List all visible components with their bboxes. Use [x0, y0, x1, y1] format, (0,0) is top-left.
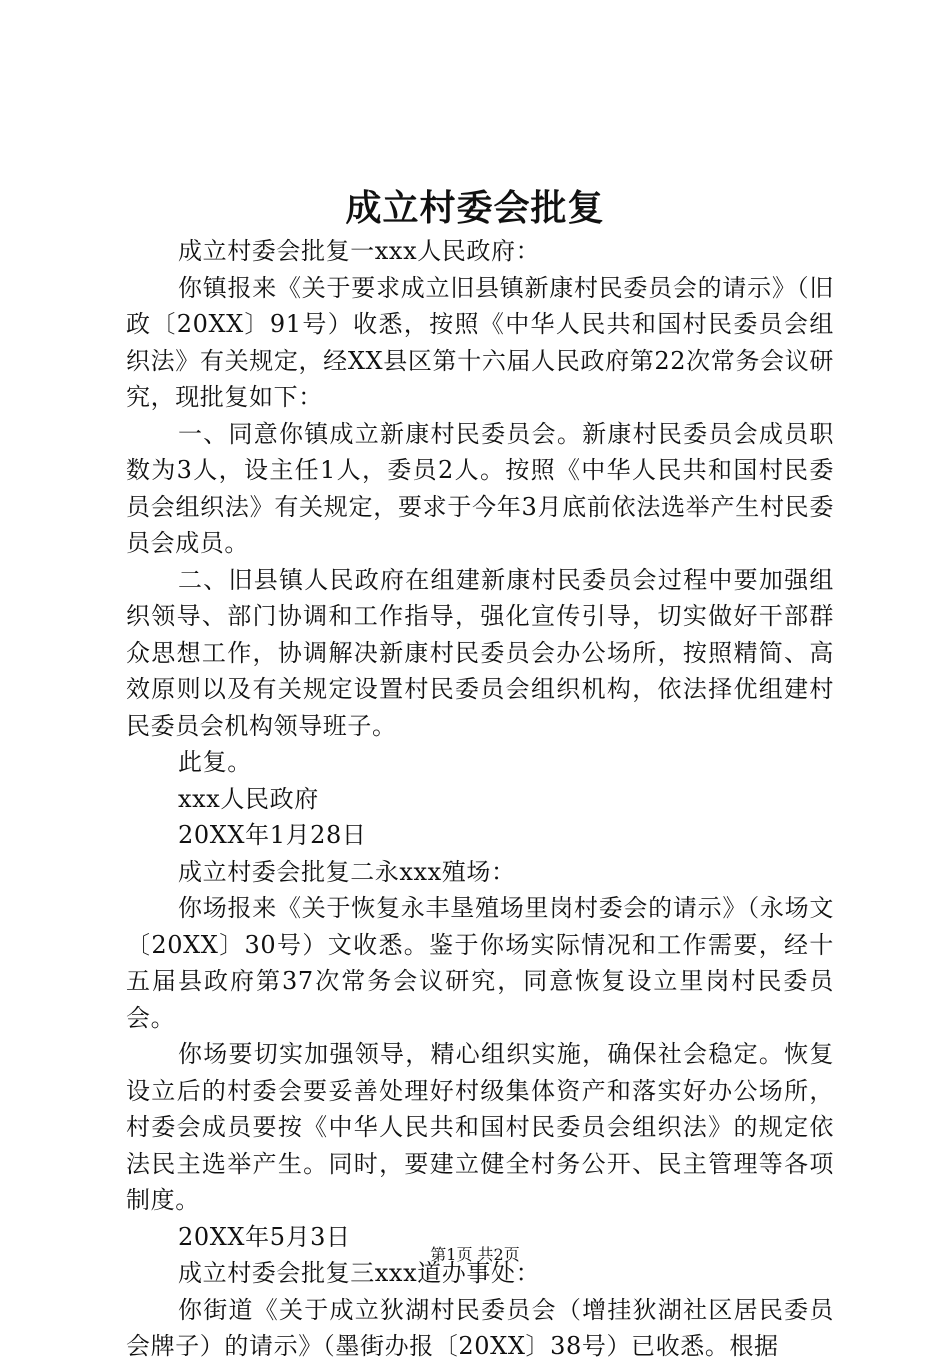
document-body	[126, 233, 834, 1365]
signature-issuer: xxx人民政府	[178, 784, 319, 813]
paragraph: 你街道《关于成立狄湖村民委员会（增挂狄湖社区居民委员会牌子）的请示》（墨街办报〔20XX〕38号）已收悉。根据	[126, 1295, 834, 1360]
paragraph-salutation-3: 成立村委会批复三xxx道办事处：	[178, 1259, 541, 1287]
paragraph: 你场报来《关于恢复永丰垦殖场里岗村委会的请示》（永场文〔20XX〕30号）文收悉。鉴于你场实际情况和工作需要，经十五届县政府第37次常务会议研究，同意恢复设立里岗村民委员会。	[126, 894, 834, 1032]
paragraph: 一、同意你镇成立新康村民委员会。新康村民委员会成员职数为3人，设主任1人，委员2人。按照《中华人民共和国村民委员会组织法》有关规定，要求于今年3月底前依法选举产生村民委员会成员。	[126, 419, 834, 557]
page-number-footer: 第1页 共2页	[430, 1245, 520, 1264]
paragraph-salutation-2: 成立村委会批复二永xxx殖场：	[178, 857, 516, 886]
paragraph: 你场要切实加强领导，精心组织实施，确保社会稳定。恢复设立后的村委会要妥善处理好村级集体资产和落实好办公场所，村委会成员要按《中华人民共和国村民委员会组织法》的规定依法民主选举产生。同时，要建立健全村务公开、民主管理等各项制度。	[126, 1040, 834, 1214]
document-title: 成立村委会批复	[345, 187, 605, 229]
signature-date: 20XX年1月28日	[178, 821, 367, 849]
paragraph-closing: 此复。	[178, 748, 252, 776]
paragraph: 二、旧县镇人民政府在组建新康村民委员会过程中要加强组织领导、部门协调和工作指导，强化宣传引导，切实做好干部群众思想工作，协调解决新康村民委员会办公场所，按照精简、高效原则以及有关规定设置村民委员会组织机构，依法择优组建村民委员会机构领导班子。	[126, 565, 834, 740]
signature-date: 20XX年5月3日	[178, 1222, 351, 1251]
paragraph: 你镇报来《关于要求成立旧县镇新康村民委员会的请示》（旧政〔20XX〕91号）收悉，按照《中华人民共和国村民委员会组织法》有关规定，经XX县区第十六届人民政府第22次常务会议研究，现批复如下：	[126, 273, 834, 411]
paragraph-salutation-1: 成立村委会批复一xxx人民政府：	[178, 237, 541, 265]
